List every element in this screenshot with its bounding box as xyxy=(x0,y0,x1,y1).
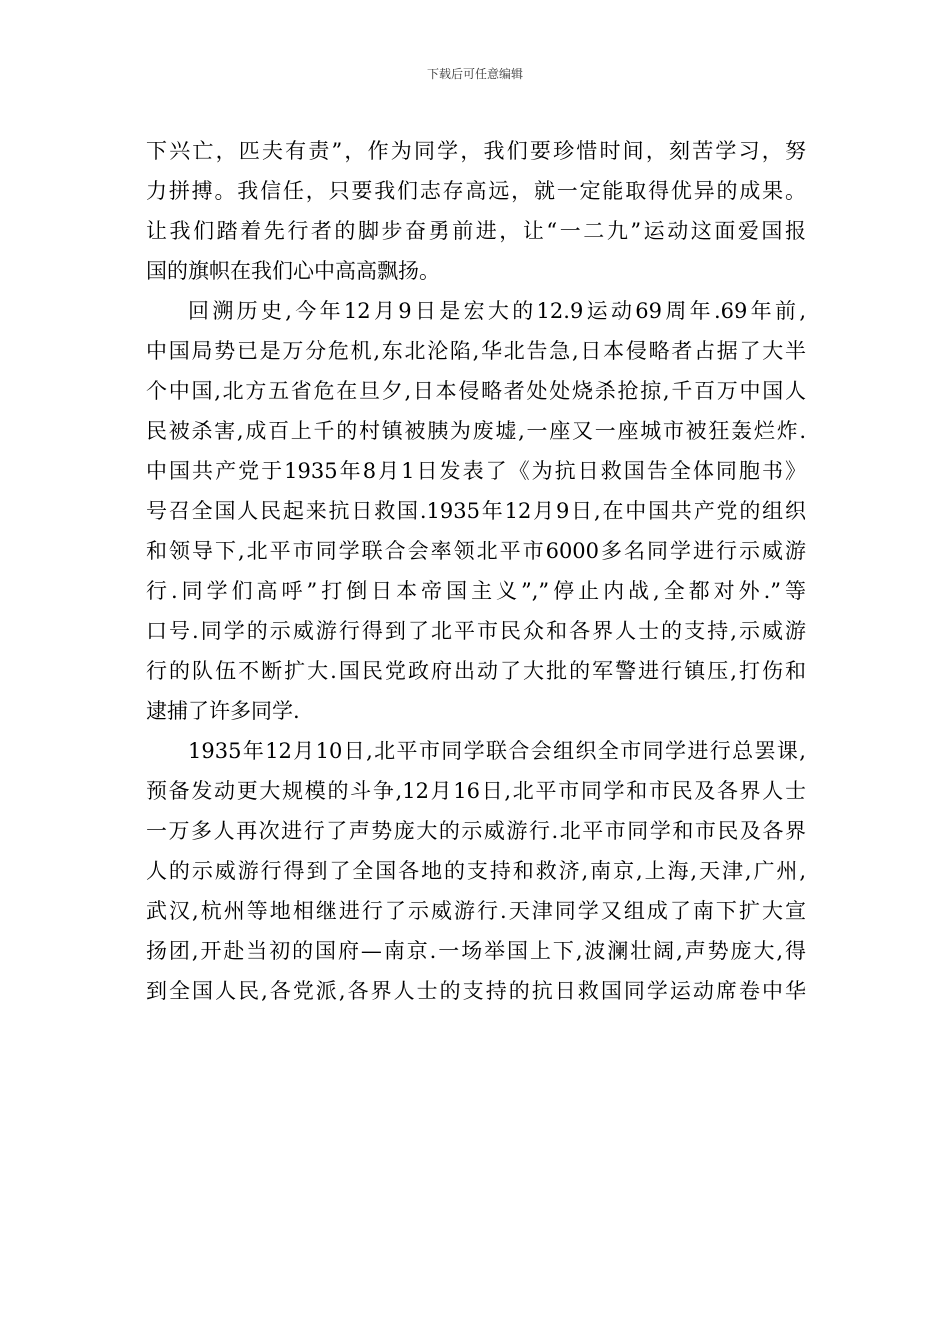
text-line: 到全国人民,各党派,各界人士的支持的抗日救国同学运动席卷中华 xyxy=(146,979,806,1003)
text-line: 让我们踏着先行者的脚步奋勇前进，让“一二九”运动这面爱国报 xyxy=(146,219,806,243)
text-line: 中国共产党于1935年8月1日发表了《为抗日救国告全体同胞书》 xyxy=(146,459,806,483)
text-line: 民被杀害,成百上千的村镇被胰为废墟,一座又一座城市被狂轰烂炸. xyxy=(146,419,806,443)
page-header: 下载后可任意编辑 xyxy=(426,67,523,81)
text-line: 1935年12月10日,北平市同学联合会组织全市同学进行总罢课, xyxy=(188,739,806,763)
text-line: 力拼搏。我信任，只要我们志存高远，就一定能取得优异的成果。 xyxy=(146,179,806,203)
text-line: 口号.同学的示威游行得到了北平市民众和各界人士的支持,示威游 xyxy=(146,619,806,643)
text-line: 预备发动更大规模的斗争,12月16日,北平市同学和市民及各界人士 xyxy=(146,779,806,803)
text-line: 国的旗帜在我们心中高高飘扬。 xyxy=(146,259,440,283)
text-line: 回溯历史,今年12月9日是宏大的12.9运动69周年.69年前, xyxy=(188,299,806,323)
paragraph-1 xyxy=(146,131,806,291)
text-line: 下兴亡，匹夫有责”，作为同学，我们要珍惜时间，刻苦学习，努 xyxy=(146,139,806,163)
paragraph-3 xyxy=(146,731,806,1011)
text-line: 个中国,北方五省危在旦夕,日本侵略者处处烧杀抢掠,千百万中国人 xyxy=(146,379,806,403)
text-line: 和领导下,北平市同学联合会率领北平市6000多名同学进行示威游 xyxy=(146,539,806,563)
text-line: 逮捕了许多同学. xyxy=(146,699,300,723)
text-line: 武汉,杭州等地相继进行了示威游行.天津同学又组成了南下扩大宣 xyxy=(146,899,806,923)
text-line: 中国局势已是万分危机,东北沦陷,华北告急,日本侵略者占据了大半 xyxy=(146,339,806,363)
text-line: 一万多人再次进行了声势庞大的示威游行.北平市同学和市民及各界 xyxy=(146,819,806,843)
document-body xyxy=(146,131,806,1011)
text-line: 号召全国人民起来抗日救国.1935年12月9日,在中国共产党的组织 xyxy=(146,499,806,523)
text-line: 行的队伍不断扩大.国民党政府出动了大批的军警进行镇压,打伤和 xyxy=(146,659,806,683)
text-line: 扬团,开赴当初的国府—南京.一场举国上下,波澜壮阔,声势庞大,得 xyxy=(146,939,806,963)
text-line: 人的示威游行得到了全国各地的支持和救济,南京,上海,天津,广州, xyxy=(146,859,806,883)
paragraph-2 xyxy=(146,291,806,731)
text-line: 行.同学们高呼”打倒日本帝国主义”,”停止内战,全都对外.”等 xyxy=(146,579,806,603)
